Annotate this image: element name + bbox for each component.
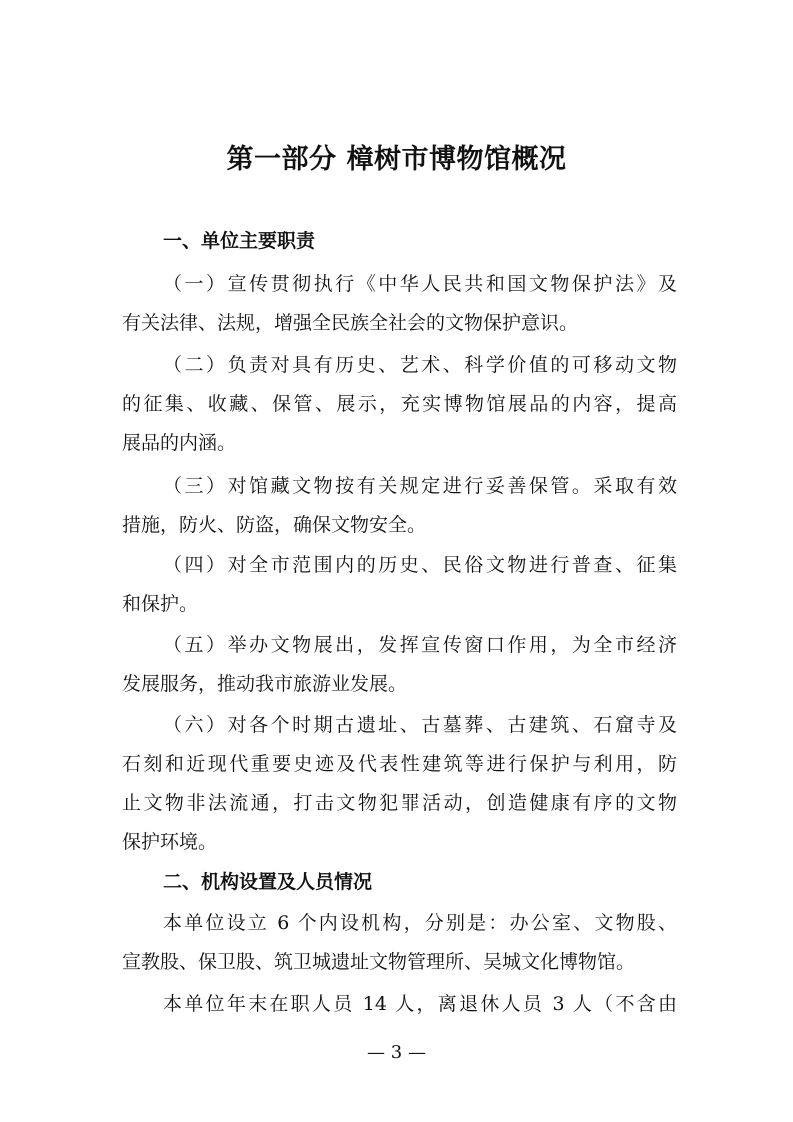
paragraph-duty-1 <box>122 265 677 343</box>
paragraph-staff <box>122 985 677 1024</box>
text-line: （四）对全市范围内的历史、民俗文物进行普查、征集 <box>163 554 677 576</box>
text-line: 措施，防火、防盗，确保文物安全。 <box>122 514 427 536</box>
text-line: 有关法律、法规，增强全民族全社会的文物保护意识。 <box>122 312 579 334</box>
text-line: 保护环境。 <box>122 831 218 853</box>
text-line: 本单位设立 6 个内设机构，分别是：办公室、文物股、 <box>163 912 677 934</box>
text-line: 宣教股、保卫股、筑卫城遗址文物管理所、吴城文化博物馆。 <box>122 951 636 973</box>
text-line: 展品的内涵。 <box>122 432 237 454</box>
paragraph-duty-6 <box>122 706 677 862</box>
text-line: 止文物非法流通，打击文物犯罪活动，创造健康有序的文物 <box>122 792 677 814</box>
text-line: （二）负责对具有历史、艺术、科学价值的可移动文物 <box>163 354 677 376</box>
text-line: （五）举办文物展出，发挥宣传窗口作用，为全市经济 <box>163 634 677 656</box>
text-line: （一）宣传贯彻执行《中华人民共和国文物保护法》及 <box>163 273 677 295</box>
text-line: （六）对各个时期古遗址、古墓葬、古建筑、石窟寺及 <box>163 714 677 736</box>
text-line: 石刻和近现代重要史迹及代表性建筑等进行保护与利用，防 <box>122 753 677 775</box>
paragraph-duty-2 <box>122 346 677 463</box>
text-line: 发展服务，推动我市旅游业发展。 <box>122 673 408 695</box>
page-number: — 3 — <box>367 1042 426 1063</box>
paragraph-duty-4 <box>122 546 677 624</box>
section-heading-duties: 一、单位主要职责 <box>163 230 316 252</box>
text-line: 和保护。 <box>122 593 199 615</box>
paragraph-duty-5 <box>122 626 677 704</box>
paragraph-duty-3 <box>122 467 677 545</box>
paragraph-organization <box>122 904 677 982</box>
text-line: 本单位年末在职人员 14 人，离退休人员 3 人（不含由 <box>163 993 677 1015</box>
section-heading-organization: 二、机构设置及人员情况 <box>163 871 373 893</box>
text-line: 的征集、收藏、保管、展示，充实博物馆展品的内容，提高 <box>122 393 677 415</box>
page-title: 第一部分 樟树市博物馆概况 <box>226 144 567 175</box>
text-line: （三）对馆藏文物按有关规定进行妥善保管。采取有效 <box>163 475 677 497</box>
